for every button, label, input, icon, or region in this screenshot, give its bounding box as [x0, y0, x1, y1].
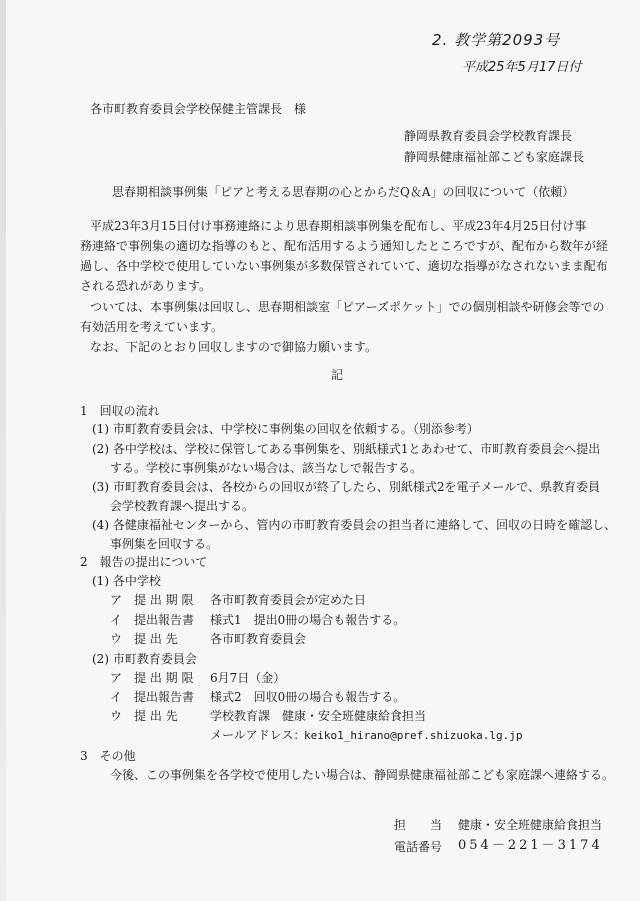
- section-1-item-3-cont: 会学校教育課へ提出する。: [110, 499, 255, 513]
- section-1-item-2: (2) 各中学校は、学校に保管してある事例集を、別紙様式1とあわせて、市町教育委員会へ提出: [92, 442, 601, 456]
- section-1-item-1: (1) 市町教育委員会は、中学校に事例集の回収を依頼する。（別添参考）: [92, 422, 479, 436]
- section-2-heading: 2 報告の提出について: [80, 555, 208, 569]
- section-3-heading: 3 その他: [80, 749, 136, 763]
- body-line-1: 平成23年3月15日付け事務連絡により思春期相談事例集を配布し、平成23年4月25日付け事: [90, 219, 587, 233]
- sub-2-row-2-key: イ 提出報告書: [110, 690, 195, 704]
- scan-edge: [0, 0, 6, 901]
- section-1-heading: 1 回収の流れ: [80, 404, 160, 418]
- sub-2-row-1-key: ア 提 出 期 限: [110, 671, 194, 685]
- ki-heading: 記: [331, 368, 344, 382]
- section-3-text: 今後、この事例集を各学校で使用したい場合は、静岡県健康福祉部こども家庭課へ連絡する。: [110, 768, 615, 782]
- body-line-7: なお、下記のとおり回収しますので御協力願います。: [90, 340, 378, 354]
- phone-number: 054－221－3174: [458, 838, 603, 853]
- document-title: 思春期相談事例集「ピアと考える思春期の心とからだQ＆A」の回収について（依頼）: [112, 185, 575, 199]
- sub-2-row-3-value: 学校教育課 健康・安全班健康給食担当: [210, 709, 427, 723]
- sub-1-row-1-value: 各市町教育委員会が定めた日: [210, 593, 367, 607]
- handwritten-date: 平成25年5月17日付: [462, 60, 582, 75]
- section-1-item-4-cont: 事例集を回収する。: [110, 537, 219, 551]
- body-line-2: 務連絡で事例集の適切な指導のもと、配布活用するよう通知したところですが、配布から数年が経: [80, 239, 608, 253]
- section-1-item-4: (4) 各健康福祉センターから、管内の市町教育委員会の担当者に連絡して、回収の日時を確認し、: [92, 518, 617, 532]
- body-line-6: 有効活用を考えています。: [80, 320, 224, 334]
- contact-value: 健康・安全班健康給食担当: [458, 818, 603, 832]
- sub-1-row-2-value: 様式1 提出0冊の場合も報告する。: [210, 613, 406, 627]
- sender-1: 静岡県教育委員会学校教育課長: [404, 129, 573, 143]
- email-address: keiko1_hirano@pref.shizuoka.lg.jp: [304, 729, 523, 742]
- sub-1-row-2-key: イ 提出報告書: [110, 613, 195, 627]
- sub-1-row-1-key: ア 提 出 期 限: [110, 593, 194, 607]
- section-1-item-2-cont: する。学校に事例集がない場合は、該当なしで報告する。: [110, 461, 423, 475]
- sub-1-row-3-value: 各市町教育委員会: [210, 632, 307, 646]
- email-label: メールアドレス：: [210, 728, 306, 742]
- sub-2-row-3-key: ウ 提 出 先: [110, 709, 178, 723]
- addressee: 各市町教育委員会学校保健主管課長 様: [90, 102, 307, 116]
- sender-2: 静岡県健康福祉部こども家庭課長: [404, 150, 585, 164]
- body-line-5: ついては、本事例集は回収し、思春期相談室「ピアーズポケット」での個別相談や研修会等での: [90, 300, 605, 314]
- section-2-sub-1-heading: (1) 各中学校: [92, 574, 161, 588]
- sub-1-row-3-key: ウ 提 出 先: [110, 632, 178, 646]
- handwritten-document-number: 2. 教学第2093号: [432, 31, 561, 49]
- section-1-item-3: (3) 市町教育委員会は、各校からの回収が終了したら、別紙様式2を電子メールで、県教育委員: [92, 480, 600, 494]
- contact-label: 担 当: [394, 818, 443, 832]
- section-2-sub-2-heading: (2) 市町教育委員会: [92, 652, 197, 666]
- body-line-3: 過し、各中学校で使用していない事例集が多数保管されていて、適切な指導がなされないまま配布: [80, 259, 608, 273]
- phone-label: 電話番号: [394, 840, 443, 854]
- sub-2-row-2-value: 様式2 回収0冊の場合も報告する。: [210, 690, 406, 704]
- sub-2-row-1-value: 6月7日（金）: [210, 671, 286, 685]
- body-line-4: される恐れがあります。: [80, 279, 212, 293]
